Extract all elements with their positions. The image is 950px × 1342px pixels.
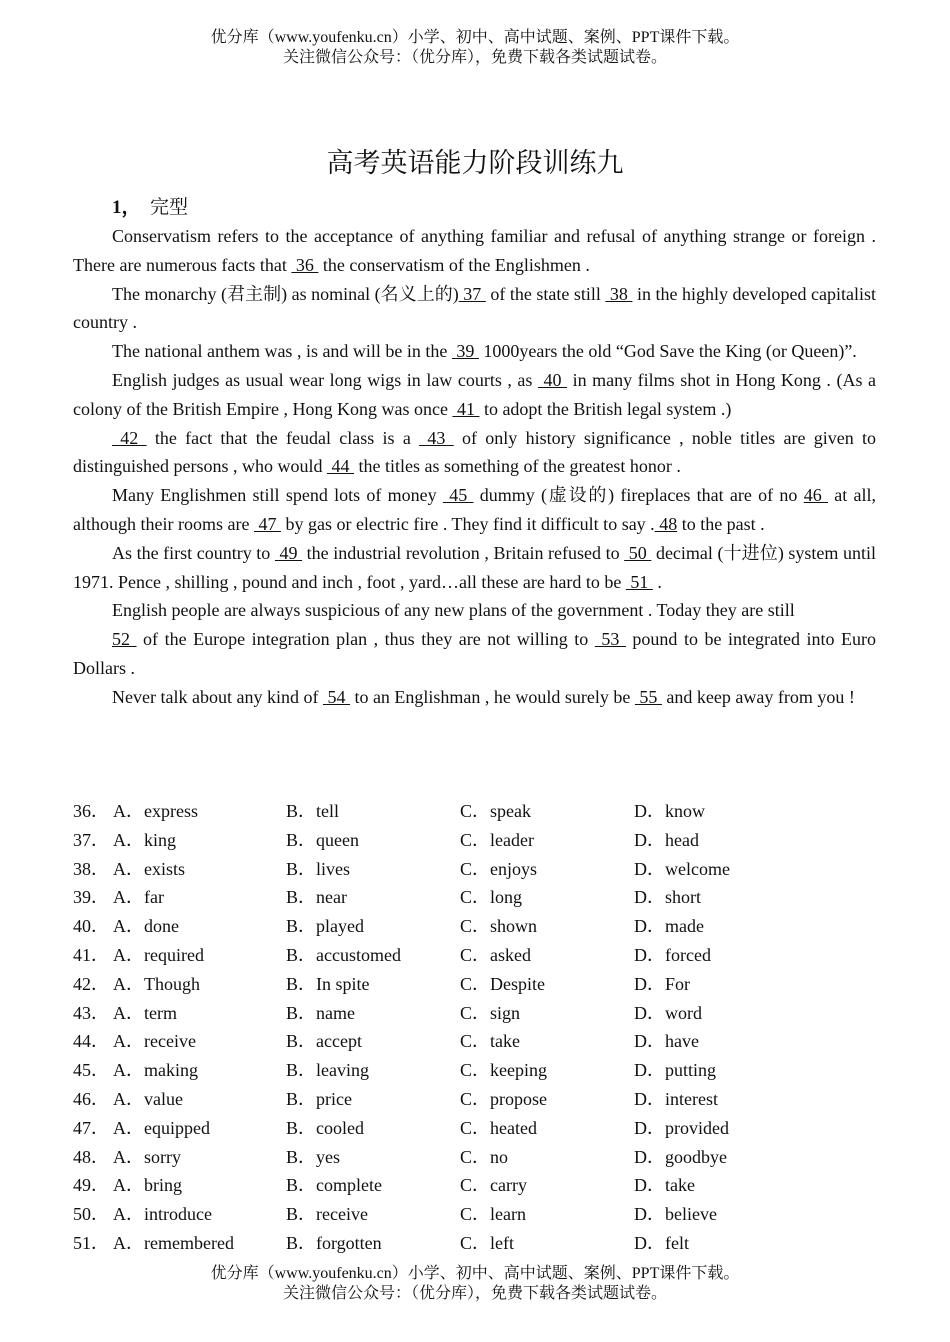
passage-text: pound to be integrated into Euro Dollars . xyxy=(73,629,877,678)
passage-text: The monarchy (君主制) as nominal (名义上的) xyxy=(112,283,459,304)
option-b: B．leaving xyxy=(286,1060,369,1081)
answer-options xyxy=(73,797,873,1258)
question-number: 38． xyxy=(73,858,109,879)
question-number: 45． xyxy=(73,1060,109,1081)
passage-text: at all, although their rooms are xyxy=(73,485,877,534)
option-a: A．making xyxy=(113,1060,198,1081)
option-row-45 xyxy=(73,1056,873,1085)
option-c: C．left xyxy=(460,1232,515,1253)
question-number: 49． xyxy=(73,1175,109,1196)
option-row-40 xyxy=(73,912,873,941)
section-number: 1， xyxy=(112,197,141,218)
option-d: D．putting xyxy=(634,1060,717,1081)
option-d: D．head xyxy=(634,829,699,850)
blank-46: 46 xyxy=(803,485,828,506)
passage-text: the industrial revolution , Britain refused to xyxy=(302,542,625,563)
passage-text: Many Englishmen still spend lots of money xyxy=(112,485,443,506)
option-a: A．term xyxy=(113,1002,177,1023)
option-d: D．made xyxy=(634,916,704,937)
blank-43: 43 xyxy=(419,427,454,448)
option-a: A．introduce xyxy=(113,1204,212,1225)
option-a: A．bring xyxy=(113,1175,182,1196)
question-number: 44． xyxy=(73,1031,109,1052)
option-c: C．take xyxy=(460,1031,520,1052)
question-number: 47． xyxy=(73,1117,109,1138)
option-d: D．have xyxy=(634,1031,699,1052)
option-b: B．In spite xyxy=(286,973,370,994)
option-d: D．welcome xyxy=(634,858,730,879)
blank-53: 53 xyxy=(594,629,626,650)
blank-39: 39 xyxy=(451,341,479,362)
question-number: 37． xyxy=(73,829,109,850)
option-b: B．name xyxy=(286,1002,355,1023)
passage-text: in many films shot in Hong Kong . (As a colony of the British Empire , Hong Kong was once xyxy=(73,369,876,419)
option-b: B．played xyxy=(286,916,364,937)
header-line-2: 关注微信公众号：（优分库），免费下载各类试题试卷。 xyxy=(282,49,667,66)
option-d: D．goodbye xyxy=(634,1146,727,1167)
page-footer xyxy=(0,1264,950,1304)
passage-paragraph-3 xyxy=(73,337,876,366)
passage-paragraph-2 xyxy=(73,280,876,338)
option-a: A．express xyxy=(113,801,198,821)
question-number: 36． xyxy=(73,801,109,821)
blank-51: 51 xyxy=(625,571,653,592)
question-number: 43． xyxy=(73,1002,109,1023)
passage-text: to adopt the British legal system .) xyxy=(479,398,732,419)
option-d: D．provided xyxy=(634,1117,729,1138)
footer-line-2: 关注微信公众号：（优分库），免费下载各类试题试卷。 xyxy=(282,1285,667,1302)
option-row-46 xyxy=(73,1085,873,1114)
option-c: C．shown xyxy=(460,916,538,937)
option-c: C．propose xyxy=(460,1088,548,1109)
passage-text: Conservatism refers to the acceptance of anything familiar and refusal of anything strange or foreign . There are numerous facts that xyxy=(73,226,876,275)
option-c: C．no xyxy=(460,1146,509,1167)
passage-paragraph-10 xyxy=(73,683,876,712)
option-d: D．felt xyxy=(634,1232,689,1253)
option-a: A．value xyxy=(113,1088,183,1109)
cloze-passage xyxy=(73,222,876,712)
blank-49: 49 xyxy=(274,542,303,563)
option-b: B．receive xyxy=(286,1204,368,1225)
passage-paragraph-9 xyxy=(73,625,876,683)
passage-paragraph-7 xyxy=(73,539,876,597)
option-d: D．interest xyxy=(634,1088,718,1109)
option-row-44 xyxy=(73,1027,873,1056)
option-a: A．equipped xyxy=(113,1117,210,1138)
option-row-47 xyxy=(73,1114,873,1143)
blank-48: 48 xyxy=(654,513,678,534)
option-row-41 xyxy=(73,941,873,970)
passage-text: decimal (十进位) system until 1971. Pence , shilling , pound and inch , foot , yard…all these are hard to be xyxy=(73,542,876,592)
option-row-42 xyxy=(73,970,873,999)
option-c: C．leader xyxy=(460,829,534,850)
option-row-48 xyxy=(73,1143,873,1172)
option-a: A．Though xyxy=(113,973,200,994)
option-row-51 xyxy=(73,1229,873,1258)
option-row-38 xyxy=(73,855,873,884)
option-a: A．exists xyxy=(113,858,186,879)
passage-text: English judges as usual wear long wigs in law courts , as xyxy=(112,369,538,390)
option-c: C．learn xyxy=(460,1204,526,1225)
question-number: 51． xyxy=(73,1232,109,1253)
blank-52: 52 xyxy=(112,629,137,650)
blank-55: 55 xyxy=(634,686,662,707)
blank-37: 37 xyxy=(458,283,486,304)
passage-text: Never talk about any kind of xyxy=(112,686,323,707)
footer-line-1: 优分库（www.youfenku.cn）小学、初中、高中试题、案例、PPT课件下载。 xyxy=(210,1265,740,1282)
passage-text: the titles as something of the greatest honor . xyxy=(354,456,681,477)
option-row-39 xyxy=(73,883,873,912)
blank-40: 40 xyxy=(537,369,568,390)
blank-50: 50 xyxy=(624,542,652,563)
page-title: 高考英语能力阶段训练九 xyxy=(326,148,624,178)
blank-41: 41 xyxy=(452,398,480,419)
option-b: B．queen xyxy=(286,829,359,850)
option-c: C．speak xyxy=(460,801,531,821)
passage-text: the conservatism of the Englishmen . xyxy=(318,254,590,275)
option-row-43 xyxy=(73,999,873,1028)
option-d: D．forced xyxy=(634,944,711,965)
option-c: C．enjoys xyxy=(460,858,538,879)
passage-paragraph-6 xyxy=(73,481,876,539)
option-c: C．heated xyxy=(460,1117,537,1138)
blank-45: 45 xyxy=(442,485,474,506)
question-number: 48． xyxy=(73,1146,109,1167)
passage-paragraph-1 xyxy=(73,222,876,280)
passage-paragraph-4 xyxy=(73,366,876,424)
question-number: 42． xyxy=(73,973,109,994)
header-line-1: 优分库（www.youfenku.cn）小学、初中、高中试题、案例、PPT课件下载。 xyxy=(210,29,740,46)
option-b: B．cooled xyxy=(286,1117,364,1138)
passage-text: 1000years the old “God Save the King (or Queen)”. xyxy=(478,341,857,362)
option-b: B．tell xyxy=(286,801,340,821)
option-row-36 xyxy=(73,797,873,826)
option-row-50 xyxy=(73,1200,873,1229)
passage-text: The national anthem was , is and will be in the xyxy=(112,341,452,362)
option-b: B．complete xyxy=(286,1175,382,1196)
question-number: 46． xyxy=(73,1088,109,1109)
section-label: 完型 xyxy=(150,197,189,218)
blank-38: 38 xyxy=(605,283,633,304)
passage-text: of the state still xyxy=(485,283,606,304)
option-a: A．king xyxy=(113,829,177,850)
option-row-49 xyxy=(73,1171,873,1200)
question-number: 50． xyxy=(73,1204,109,1225)
passage-paragraph-5 xyxy=(73,424,876,482)
option-a: A．receive xyxy=(113,1031,196,1052)
question-number: 39． xyxy=(73,887,109,908)
option-c: C．keeping xyxy=(460,1060,547,1081)
blank-54: 54 xyxy=(322,686,350,707)
passage-text: by gas or electric fire . They find it difficult to say . xyxy=(280,513,655,534)
passage-text: to the past . xyxy=(677,513,765,534)
option-d: D．short xyxy=(634,887,701,908)
option-b: B．price xyxy=(286,1088,352,1109)
blank-44: 44 xyxy=(327,456,354,477)
option-b: B．forgotten xyxy=(286,1232,382,1253)
passage-text: the fact that the feudal class is a xyxy=(146,427,420,448)
passage-text: As the first country to xyxy=(112,542,275,563)
passage-text: of only history significance , noble titles are given to distinguished persons , who would xyxy=(73,427,877,477)
question-number: 40． xyxy=(73,916,109,937)
option-c: C．carry xyxy=(460,1175,527,1196)
option-a: A．remembered xyxy=(113,1232,234,1253)
option-c: C．Despite xyxy=(460,973,545,994)
option-c: C．sign xyxy=(460,1002,521,1023)
option-a: A．far xyxy=(113,887,164,908)
option-a: A．required xyxy=(113,944,204,965)
option-d: D．For xyxy=(634,973,691,994)
blank-36: 36 xyxy=(291,254,319,275)
option-b: B．accustomed xyxy=(286,944,401,965)
passage-text: . xyxy=(652,571,662,592)
option-b: B．lives xyxy=(286,858,351,879)
passage-paragraph-8 xyxy=(73,596,876,625)
option-d: D．know xyxy=(634,801,705,821)
option-d: D．believe xyxy=(634,1204,717,1225)
passage-text: and keep away from you ! xyxy=(661,686,855,707)
option-c: C．long xyxy=(460,887,523,908)
blank-42: 42 xyxy=(112,427,147,448)
passage-text: in the highly developed capitalist country . xyxy=(73,283,876,333)
option-b: B．yes xyxy=(286,1146,341,1167)
option-b: B．accept xyxy=(286,1031,362,1052)
option-row-37 xyxy=(73,826,873,855)
page-header xyxy=(0,28,950,68)
option-a: A．sorry xyxy=(113,1146,181,1167)
option-d: D．take xyxy=(634,1175,695,1196)
option-d: D．word xyxy=(634,1002,702,1023)
passage-text: to an Englishman , he would surely be xyxy=(349,686,635,707)
option-b: B．near xyxy=(286,887,347,908)
option-a: A．done xyxy=(113,916,179,937)
passage-text: English people are always suspicious of any new plans of the government . Today they are still xyxy=(112,600,795,621)
section-heading xyxy=(112,196,188,220)
passage-text: dummy (虚设的) fireplaces that are of no xyxy=(473,485,804,506)
option-c: C．asked xyxy=(460,944,531,965)
blank-47: 47 xyxy=(253,513,281,534)
question-number: 41． xyxy=(73,944,109,965)
passage-text: of the Europe integration plan , thus they are not willing to xyxy=(136,629,595,650)
